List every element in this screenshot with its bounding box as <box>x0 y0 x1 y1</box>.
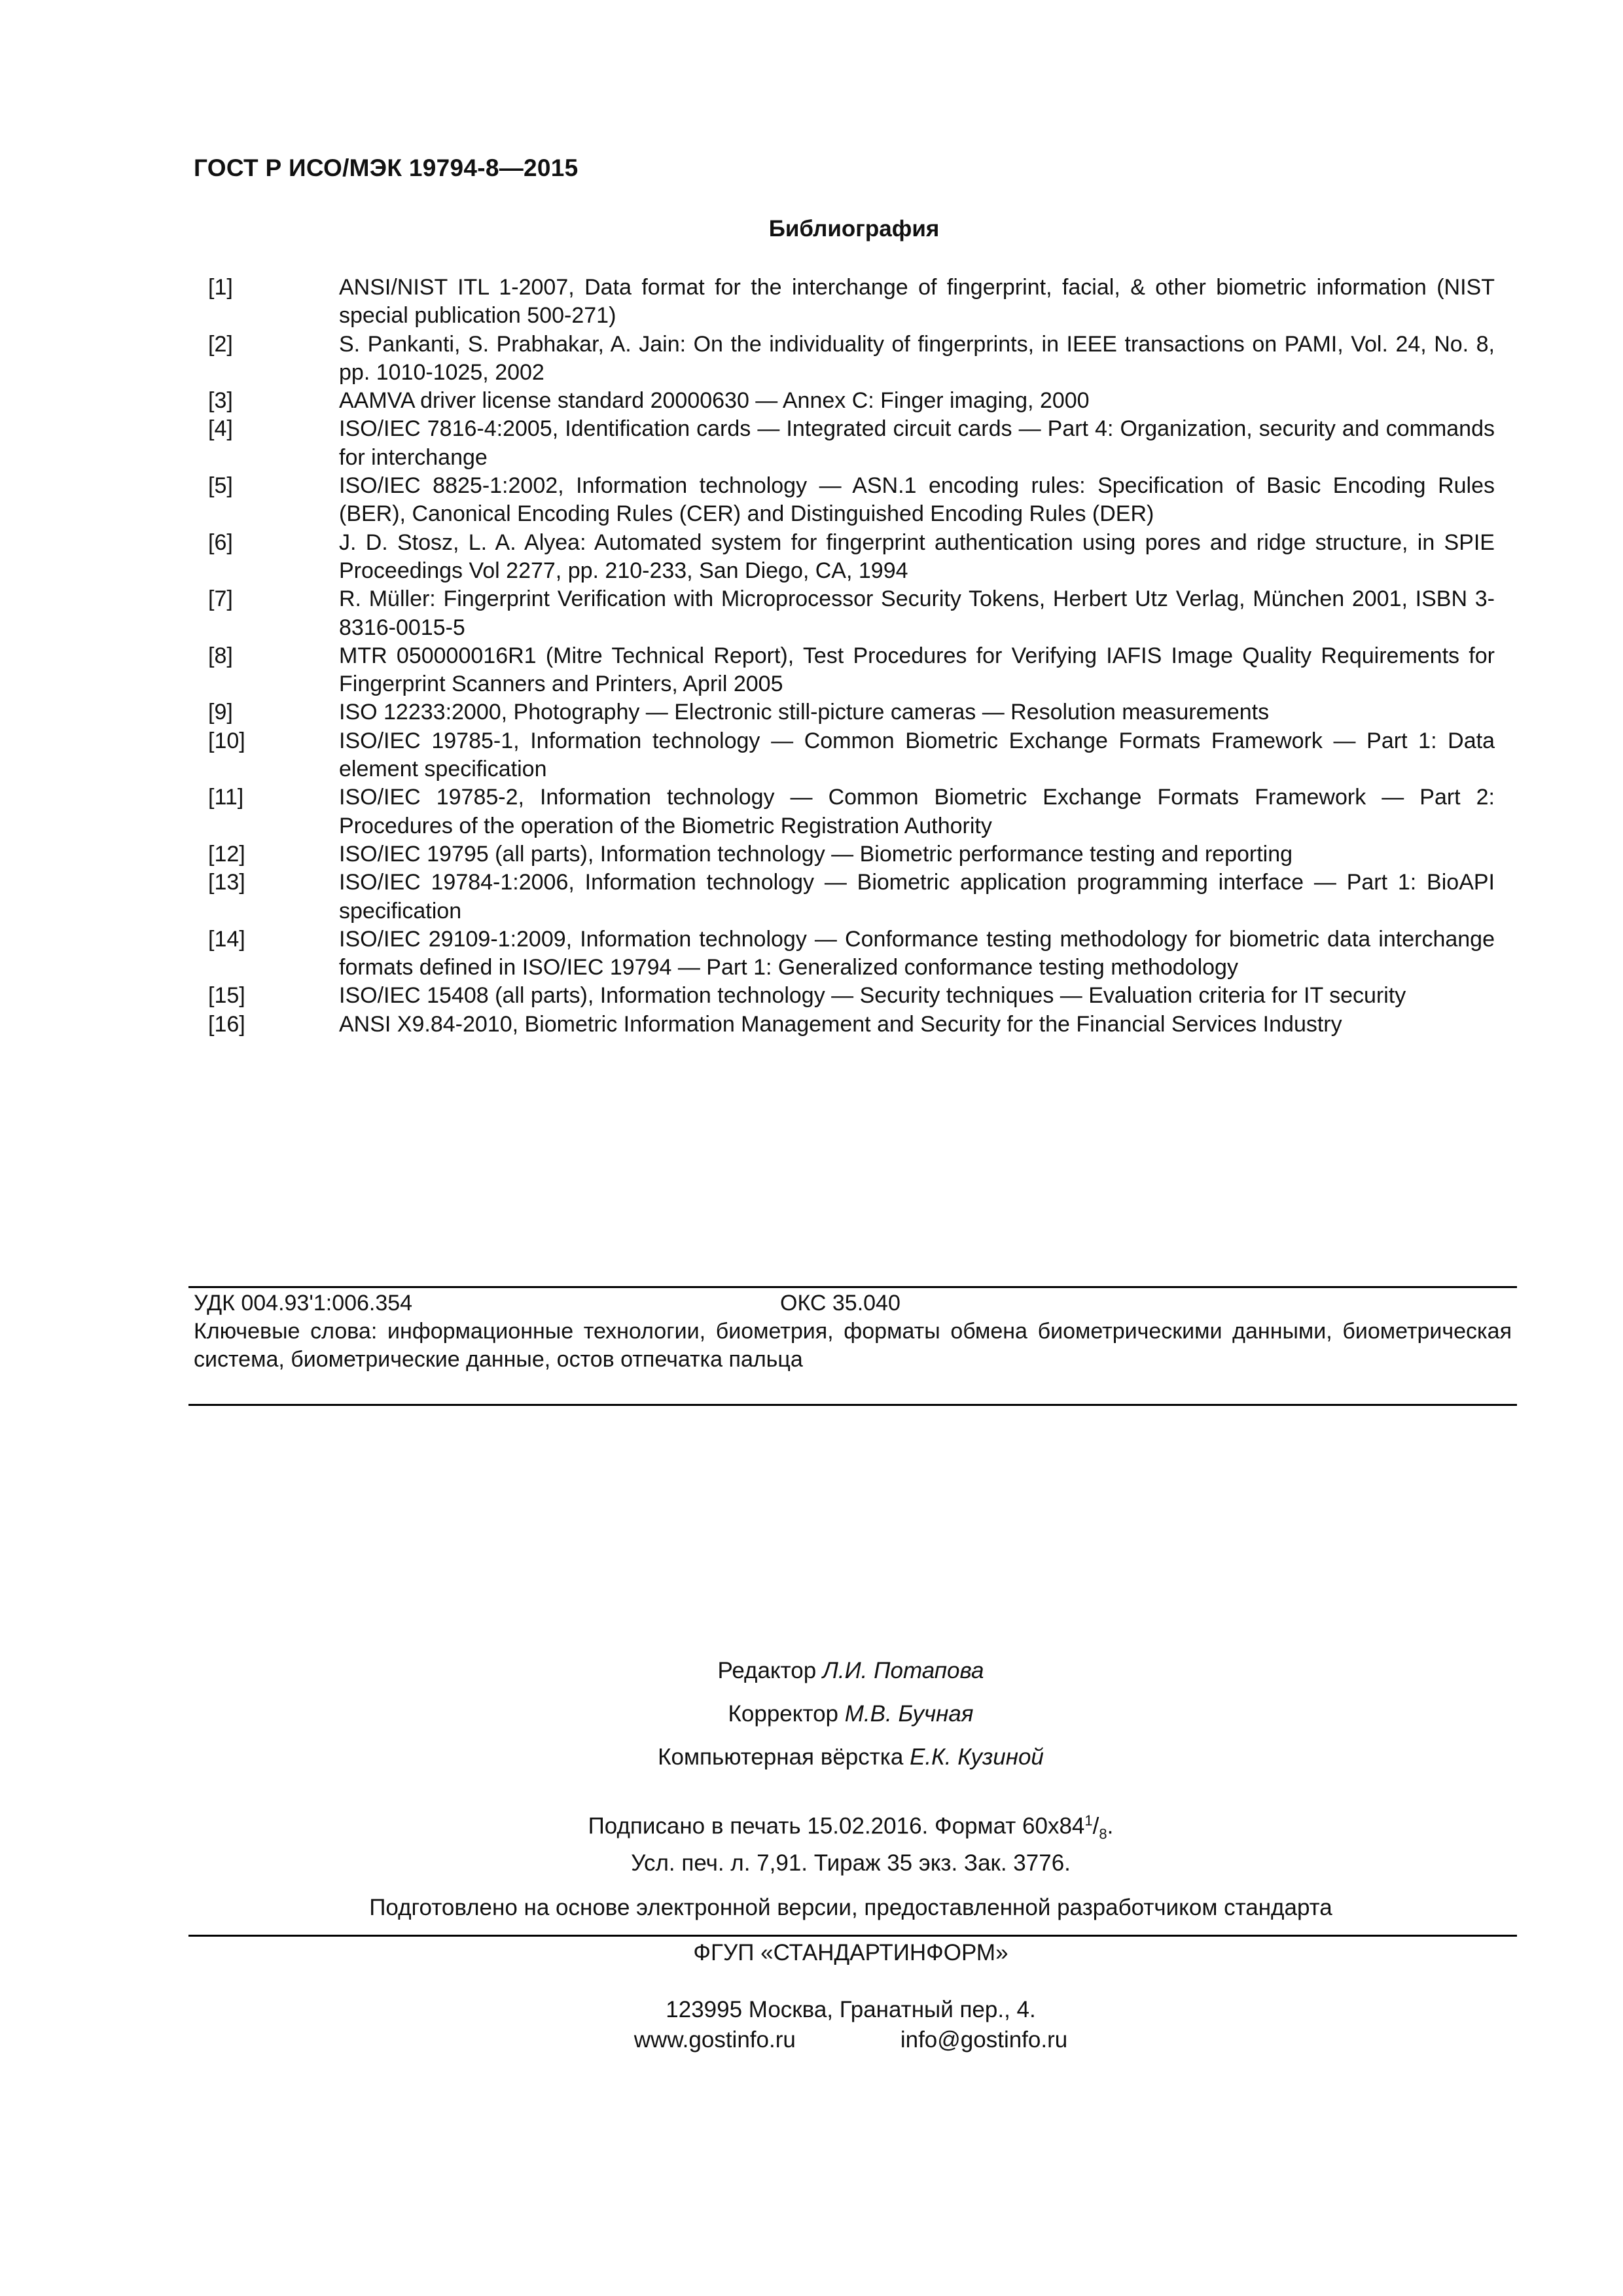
layout-label: Компьютерная вёрстка <box>658 1744 904 1770</box>
print-signed-text: Подписано в печать 15.02.2016. Формат 60x84 <box>588 1813 1085 1839</box>
bibliography-item <box>208 529 1495 586</box>
keywords: Ключевые слова: информационные технологии, биометрия, форматы обмена биометрическими данными, биометрическая система, биометрические данные, остов отпечатка пальца <box>194 1319 1512 1372</box>
bibliography-item-number: [3] <box>208 388 233 414</box>
bibliography-item-number: [12] <box>208 841 245 867</box>
bibliography-item-number: [7] <box>208 586 233 612</box>
format-superscript: 1 <box>1084 1812 1093 1829</box>
standard-code-header: ГОСТ Р ИСО/МЭК 19794-8—2015 <box>194 154 579 181</box>
bibliography-item-text: ANSI/NIST ITL 1-2007, Data format for the interchange of fingerprint, facial, & other biometric information (NIST special publication 500-271) <box>339 275 1495 329</box>
bibliography-item-text: ISO/IEC 19795 (all parts), Information technology — Biometric performance testing and reporting <box>339 841 1293 867</box>
bibliography-item-number: [1] <box>208 275 233 300</box>
bibliography-item <box>208 1011 1495 1039</box>
corrector-label: Корректор <box>728 1701 839 1727</box>
bibliography-item <box>208 387 1495 415</box>
corrector-name: М.В. Бучная <box>844 1701 974 1727</box>
bibliography-item-text: AAMVA driver license standard 20000630 — Annex C: Finger imaging, 2000 <box>339 388 1090 414</box>
publisher-name: ФГУП «СТАНДАРТИНФОРМ» <box>693 1940 1008 1965</box>
bibliography-item-number: [9] <box>208 700 233 725</box>
print-info <box>0 1806 1623 1878</box>
prepared-note: Подготовлено на основе электронной версии, предоставленной разработчиком стандарта <box>369 1895 1332 1920</box>
udc-code: УДК 004.93'1:006.354 <box>194 1291 413 1316</box>
bibliography-item <box>208 698 1495 726</box>
bibliography-item <box>208 642 1495 699</box>
bibliography-item <box>208 783 1495 840</box>
bibliography-item-number: [15] <box>208 983 245 1009</box>
bibliography-item <box>208 982 1495 1010</box>
bibliography-list <box>208 274 1495 1039</box>
bibliography-item <box>208 472 1495 529</box>
print-info-line-1: Подписано в печать 15.02.2016. Формат $60x84^1/_8$. <box>588 1812 1114 1842</box>
publisher-divider <box>188 1935 1517 1937</box>
bibliography-item-text: R. Müller: Fingerprint Verification with Microprocessor Security Tokens, Herbert Utz Verlag, München 2001, ISBN 3-8316-0015-5 <box>339 586 1495 640</box>
bibliography-item-text: ISO/IEC 19785-2, Information technology — Common Biometric Exchange Formats Framework — Part 2: Procedures of the operation of the Biometric Registration Authority <box>339 785 1495 838</box>
bibliography-item <box>208 585 1495 642</box>
editor-label: Редактор <box>717 1658 817 1683</box>
bibliography-item-text: J. D. Stosz, L. A. Alyea: Automated system for fingerprint authentication using pores and ridge structure, in SPIE Proceedings Vol 2277, pp. 210-233, San Diego, CA, 1994 <box>339 529 1495 583</box>
corrector-line <box>79 1693 1623 1736</box>
bibliography-item-text: MTR 050000016R1 (Mitre Technical Report), Test Procedures for Verifying IAFIS Image Quality Requirements for Fingerprint Scanners and Printers, April 2005 <box>339 643 1495 697</box>
bibliography-item-number: [11] <box>208 785 244 810</box>
bibliography-item-text: ISO/IEC 19785-1, Information technology — Common Biometric Exchange Formats Framework — Part 1: Data element specification <box>339 728 1495 782</box>
oks-code: ОКС 35.040 <box>780 1291 901 1316</box>
editor-line <box>79 1649 1623 1693</box>
bibliography-item-number: [5] <box>208 473 233 499</box>
bibliography-item <box>208 869 1495 925</box>
bibliography-item-text: ISO/IEC 8825-1:2002, Information technology — ASN.1 encoding rules: Specification of Basic Encoding Rules (BER), Canonical Encoding Rules (CER) and Distinguished Encoding Rules (DER) <box>339 473 1495 527</box>
bibliography-item <box>208 274 1495 331</box>
bibliography-item <box>208 415 1495 472</box>
bibliography-item <box>208 727 1495 784</box>
bibliography-item-text: ISO/IEC 15408 (all parts), Information technology — Security techniques — Evaluation criteria for IT security <box>339 983 1406 1009</box>
print-line-end: . <box>1107 1813 1114 1839</box>
bibliography-item-text: ANSI X9.84-2010, Biometric Information Management and Security for the Financial Services Industry <box>339 1011 1342 1037</box>
editor-name: Л.И. Потапова <box>822 1658 984 1683</box>
bibliography-item-number: [8] <box>208 643 233 668</box>
bibliography-item-number: [2] <box>208 331 233 357</box>
bibliography-item-number: [4] <box>208 416 233 442</box>
classification-block <box>188 1286 1517 1406</box>
bibliography-item-number: [16] <box>208 1011 245 1037</box>
bibliography-item-text: ISO/IEC 7816-4:2005, Identification cards — Integrated circuit cards — Part 4: Organization, security and commands for interchange <box>339 416 1495 470</box>
publisher-address: 123995 Москва, Гранатный пер., 4. <box>666 1997 1036 2022</box>
bibliography-item-text: ISO/IEC 29109-1:2009, Information technology — Conformance testing methodology for biometric data interchange formats defined in ISO/IEC 19794 — Part 1: Generalized conformance testing methodology <box>339 926 1495 980</box>
bibliography-item-text: S. Pankanti, S. Prabhakar, A. Jain: On the individuality of fingerprints, in IEEE transactions on PAMI, Vol. 24, No. 8, pp. 1010-1025, 2002 <box>339 331 1495 385</box>
bibliography-title: Библиография <box>768 216 940 242</box>
publisher-email: info@gostinfo.ru <box>900 2027 1068 2053</box>
layout-name: Е.К. Кузиной <box>910 1744 1044 1770</box>
publisher-contacts <box>634 2025 1067 2055</box>
publisher-website: www.gostinfo.ru <box>633 2027 796 2053</box>
classification-codes <box>194 1289 1512 1318</box>
credits-block <box>0 1649 1623 1779</box>
bibliography-item-text: ISO 12233:2000, Photography — Electronic still-picture cameras — Resolution measurements <box>339 700 1270 725</box>
bibliography-item-text: ISO/IEC 19784-1:2006, Information technology — Biometric application programming interface — Part 1: BioAPI specification <box>339 870 1495 924</box>
bibliography-item <box>208 331 1495 387</box>
format-subscript: 8 <box>1099 1825 1107 1842</box>
bibliography-item-number: [10] <box>208 728 245 753</box>
bibliography-item <box>208 925 1495 982</box>
publisher-address-block <box>0 1995 1623 2055</box>
bibliography-item-number: [14] <box>208 926 245 952</box>
layout-line <box>79 1736 1623 1779</box>
print-info-line-2: Усл. печ. л. 7,91. Тираж 35 экз. Зак. 3776. <box>631 1850 1071 1876</box>
bibliography-item-number: [6] <box>208 529 233 555</box>
bibliography-item <box>208 840 1495 869</box>
bibliography-item-number: [13] <box>208 870 245 895</box>
